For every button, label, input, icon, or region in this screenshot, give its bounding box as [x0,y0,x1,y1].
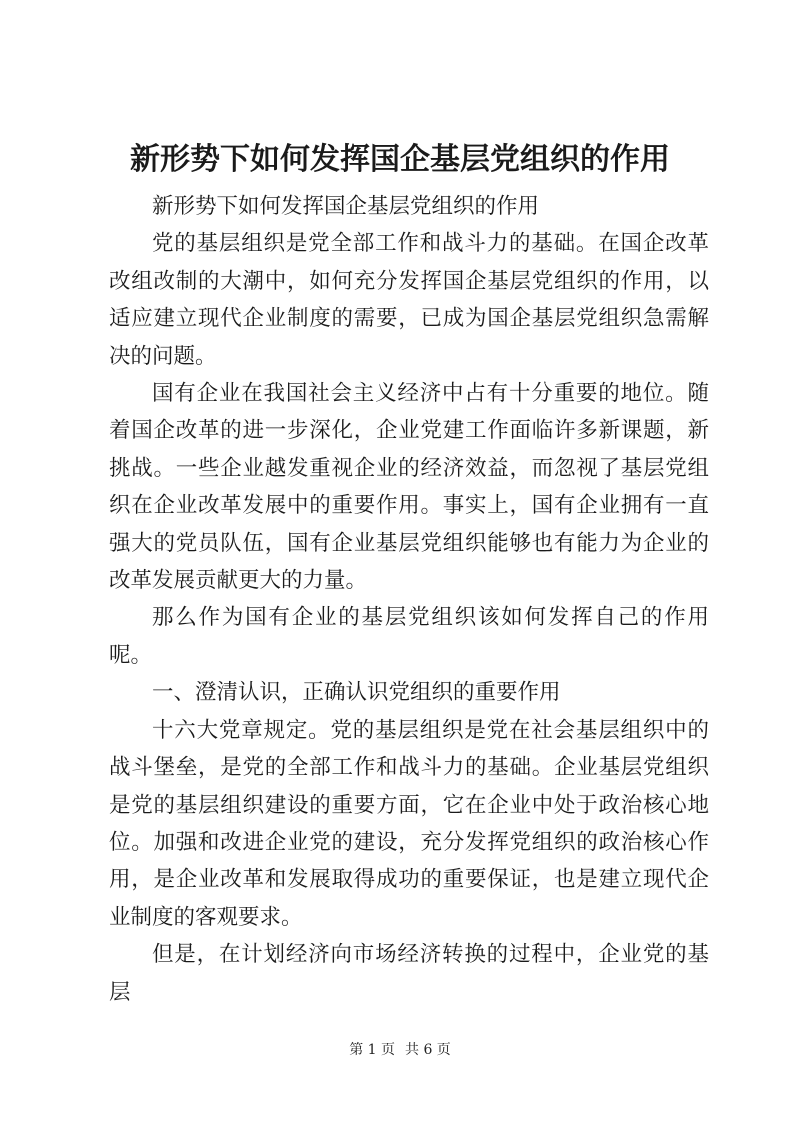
document-body [109,188,709,1011]
paragraph: 十六大党章规定。党的基层组织是党在社会基层组织中的战斗堡垒，是党的全部工作和战斗力的基础。企业基层党组织是党的基层组织建设的重要方面，它在企业中处于政治核心地位。加强和改进企业党的建设，充分发挥党组织的政治核心作用，是企业改革和发展取得成功的重要保证，也是建立现代企业制度的客观要求。 [109,717,709,930]
paragraph: 党的基层组织是党全部工作和战斗力的基础。在国企改革改组改制的大潮中，如何充分发挥国企基层党组织的作用，以适应建立现代企业制度的需要，已成为国企基层党组织急需解决的问题。 [109,231,709,369]
page-footer [0,1040,800,1060]
paragraph: 但是，在计划经济向市场经济转换的过程中，企业党的基层 [109,942,709,1005]
paragraph-subtitle: 新形势下如何发挥国企基层党组织的作用 [152,194,540,219]
paragraph: 国有企业在我国社会主义经济中占有十分重要的地位。随着国企改革的进一步深化，企业党建工作面临许多新课题，新挑战。一些企业越发重视企业的经济效益，而忽视了基层党组织在企业改革发展中的重要作用。事实上，国有企业拥有一直强大的党员队伍，国有企业基层党组织能够也有能力为企业的改革发展贡献更大的力量。 [109,381,709,594]
page-total: 共 6 页 [405,1042,451,1058]
section-heading: 一、澄清认识，正确认识党组织的重要作用 [152,680,561,706]
document-title: 新形势下如何发挥国企基层党组织的作用 [130,142,670,177]
page-number: 第 1 页 [349,1042,395,1058]
paragraph: 那么作为国有企业的基层党组织该如何发挥自己的作用呢。 [109,605,709,668]
